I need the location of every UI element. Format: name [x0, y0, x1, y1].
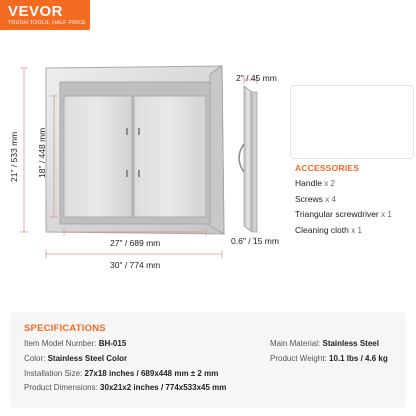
specifications-title: SPECIFICATIONS [24, 323, 106, 334]
spec-item-model: Item Model Number: BH-015 [24, 339, 127, 348]
brand-tagline: TOUGH TOOLS, HALF PRICE [8, 20, 86, 26]
accessory-item: Screws x 4 [295, 193, 336, 204]
accessories-list [295, 176, 392, 238]
accessory-item: Handle x 2 [295, 178, 335, 188]
spec-installation-size: Installation Size: 27x18 inches / 689x448 mm ± 2 mm [24, 369, 219, 378]
spec-main-material: Main Material: Stainless Steel [270, 339, 379, 348]
accessory-item: Triangular screwdriver x 1 [295, 209, 392, 219]
spec-product-weight: Product Weight: 10.1 lbs / 4.6 kg [270, 354, 388, 363]
dim-frame-depth: 0.6" / 15 mm [231, 236, 279, 246]
dim-top-depth: 2" / 45 mm [236, 73, 277, 83]
dim-width-outer: 30" / 774 mm [110, 260, 161, 270]
brand-name: VEVOR [8, 3, 64, 20]
door-side-view [239, 86, 257, 232]
dim-height-inner: 18" / 448 mm [37, 127, 47, 178]
dim-width-inner: 27" / 689 mm [110, 238, 161, 248]
dim-height-outer: 21" / 533 mm [9, 131, 19, 182]
spec-color: Color: Stainless Steel Color [24, 354, 128, 363]
accessories-image-box [290, 85, 414, 159]
spec-product-dimensions: Product Dimensions: 30x21x2 inches / 774x533x45 mm [24, 383, 227, 392]
accessories-title: ACCESSORIES [295, 163, 360, 173]
accessory-item: Cleaning cloth x 1 [295, 224, 362, 235]
door-front-view [46, 66, 224, 234]
